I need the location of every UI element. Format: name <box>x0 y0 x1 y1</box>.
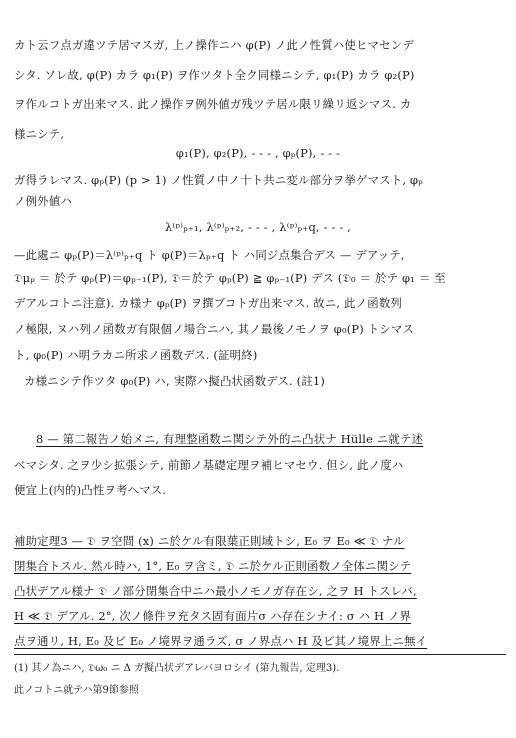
lemma-3-line: 点ヲ通リ, H, E₀ 及ビ E₀ ノ境界ヲ通ラズ, σ ノ界点ハ H 及ビ其ノ境界上ニ無イ <box>14 634 428 648</box>
formula-text: λ⁽ᵖ⁾ₚ₊₁, λ⁽ᵖ⁾ₚ₊₂, - - - , λ⁽ᵖ⁾ₚ₊q, - - - , <box>164 220 352 234</box>
text-line: カ様ニシテ作ツタ φ₀(P) ハ, 実際ハ擬凸状函数デス. (註1) <box>24 374 325 388</box>
lemma-3-line: 補助定理3 — 𝔇 ヲ空間 (x) ニ於ケル有限葉正則域トシ, E₀ ヲ E₀ ≪ 𝔇 ナル <box>14 534 405 548</box>
text-line: ベマシタ. 之ヲ少シ拡張シテ, 前節ノ基礎定理ヲ補ヒマセウ. 但シ, 此ノ度ハ <box>14 458 404 472</box>
text-line: ノ例外値ハ <box>14 194 72 208</box>
footnote-line: (1) 其ノ為ニハ, 𝔇ω₀ ニ Δ ガ擬凸状デアレバヨロシイ (第九報告, 定理3). <box>14 663 340 674</box>
formula-line <box>0 146 516 160</box>
section-8-heading: 8 — 第二報告ノ始メニ, 有理整函数ニ関シテ外的ニ凸状ナ Hülle ニ就テ述 <box>36 432 424 446</box>
formula-text: φ₁(P), φ₂(P), - - - , φₚ(P), - - - <box>175 146 341 160</box>
text-line: 𝔇μₚ ＝ 於テ φₚ(P)＝φₚ₋₁(P), 𝔇＝於テ φₚ(P) ≧ φₚ₋₁(P) デス (𝔇₀ ＝ 於テ φ₁ ＝ 至 <box>14 271 446 285</box>
text-line: シタ. ソレ故, φ(P) カラ φ₁(P) ヲ作ツタト全ク同様ニシテ, φ₁(P) カラ φ₂(P) <box>14 68 415 82</box>
text-line: ヲ作ルコトガ出来マス. 此ノ操作ヲ例外値ガ残ツテ居ル限リ繰リ返シマス. カ <box>14 97 412 111</box>
lemma-3-line: 凸状デアル様ナ 𝔇 ノ部分閉集合中ニハ最小ノモノガ存在シ, 之ヲ H トスレバ, <box>14 584 417 598</box>
text-line: ガ得ラレマス. φₚ(P) (p > 1) ノ性質ノ中ノ十ト共ニ変ル部分ヲ挙ゲマスト, φₚ <box>14 173 423 187</box>
footnote-rule <box>14 654 506 655</box>
text-line: 便宜上(内的)凸性ヲ考ヘマス. <box>14 483 167 497</box>
text-line: ノ極限, ヌハ列ノ函数ガ有限個ノ場合ニハ, 其ノ最後ノモノヲ φ₀(P) トシマス <box>14 322 415 336</box>
text-line: —此處ニ φₚ(P)＝λ⁽ᵖ⁾ₚ₊q ト φ(P)＝λₚ₊q ト ハ同ジ点集合デス — デアッテ, <box>14 248 405 262</box>
formula-line <box>0 220 516 234</box>
text-line: ト, φ₀(P) ハ明ラカニ所求ノ函数デス. (証明終) <box>14 348 258 362</box>
text-line: デアルコトニ注意). カ様ナ φₚ(P) ヲ撰ブコトガ出来マス. 故ニ, 此ノ函数列 <box>14 296 403 310</box>
footnote-line: 此ノコトニ就テハ第9節参照 <box>14 685 139 696</box>
text-line: 様ニシテ, <box>14 127 65 141</box>
text-line: カト云フ点ガ違ツテ居マスガ, 上ノ操作ニハ φ(P) ノ此ノ性質ハ使ヒマセンデ <box>14 38 414 52</box>
lemma-3-line: 閉集合トスル. 然ル時ハ, 1°, E₀ ヲ含ミ, 𝔇 ニ於ケル正則函数ノ全体ニ関シテ <box>14 559 412 573</box>
lemma-3-line: H ≪ 𝔇 デアル. 2°, 次ノ條件ヲ充タス固有面片σ ハ存在シナイ: σ ハ H ノ界 <box>14 609 412 623</box>
